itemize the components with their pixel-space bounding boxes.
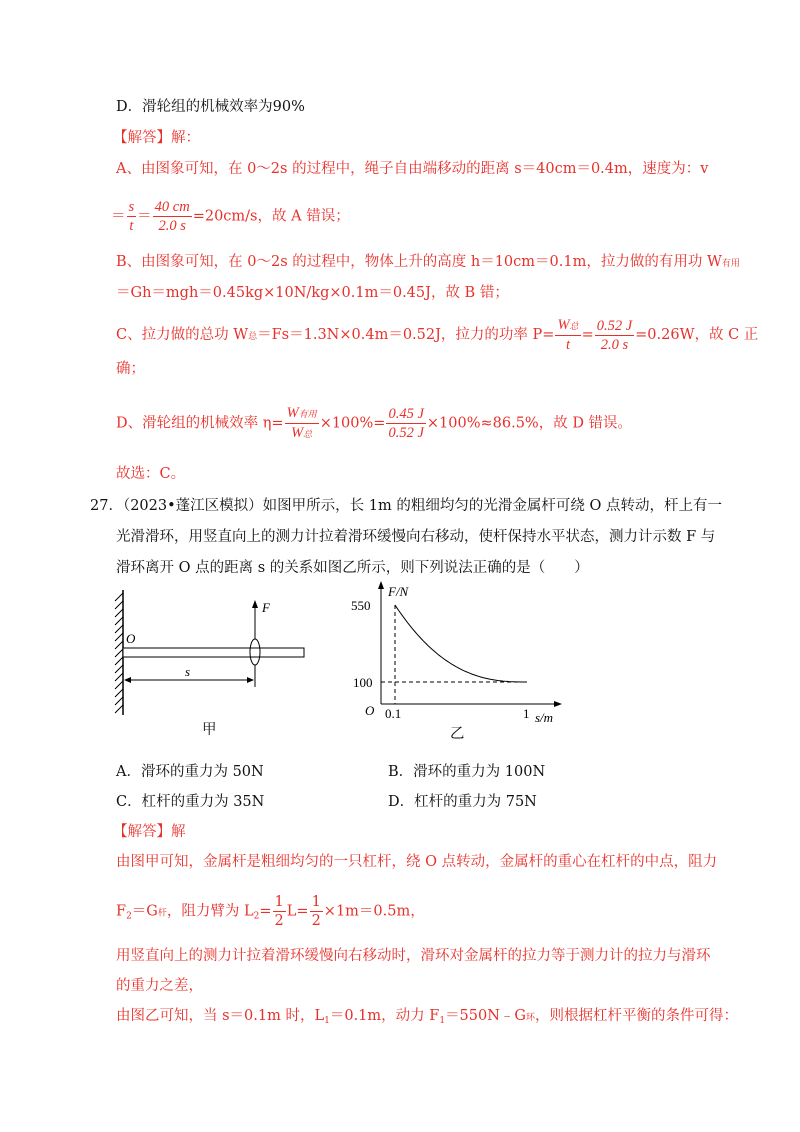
y-axis-label: F/N [388,584,409,599]
q27-line3: 滑环离开 O 点的距离 s 的关系如图乙所示，则下列说法正确的是（ ） [116,560,589,576]
subscript: 1 [324,1016,330,1026]
y-tick-550: 550 [351,598,371,613]
fraction-045-over-052 [386,405,425,442]
subscript: 2 [253,911,260,922]
solution-c-line1 [116,316,758,354]
frac-num [555,316,580,336]
subscript: 1 [439,1016,446,1026]
frac-num: 40 cm [154,199,190,215]
fraction-40cm-over-2s [153,198,192,235]
answer-label-2: 【解答】解 [113,824,186,840]
q27-line1: 27．（2023•蓬江区模拟）如图甲所示，长 1m 的粗细均匀的光滑金属杆可绕 O 点转动，杆上有一 [90,498,722,514]
solution-c-mid: ＝Fs＝1.3N×0.4m＝0.52J，拉力的功率 P= [257,327,555,343]
solution-d-mid: ×100%= [319,415,386,432]
sol2-line5 [116,1006,738,1031]
eq-sign: = [581,327,594,343]
w-symbol: W [291,425,304,441]
fraction-052-over-2 [595,317,634,354]
metal-rod [123,648,304,657]
sol2-text: ×1m＝0.5m， [323,903,425,920]
frac-num: 0.45 J [388,406,424,422]
sol2-line4: 的重力之差， [116,978,203,994]
solution-b-line2: ＝Gh＝mgh＝0.45kg×10N/kg×0.1m＝0.45J，故 B 错； [116,285,509,301]
frac-den: 2.0 s [158,218,186,234]
solution-d-text: D、滑轮组的机械效率 η= [116,415,284,432]
option-b: B．滑环的重力为 100N [388,764,546,780]
sol2-text: L= [286,903,309,920]
subscript: 总 [303,429,313,439]
frac-num: 1 [274,894,284,910]
frac-den: 2.0 s [600,336,629,353]
force-curve [395,605,527,682]
x-tick-1: 1 [523,706,530,721]
frac-den: t [565,337,571,353]
frac-den: 2 [311,913,321,929]
y-axis-arrow [378,581,384,589]
frac-den: 0.52 J [388,425,424,441]
distance-label: s [185,664,191,679]
subscript: 总 [569,321,579,331]
subscript: 有用 [298,409,317,419]
frac-num: s [128,199,135,215]
eq-sign: ＝ [111,208,126,225]
sol2-text: ，阻力臂为 L [166,903,254,920]
fraction-s-over-t [127,198,137,235]
frac-den: 2 [274,913,284,929]
solution-d-line [116,404,632,443]
frac-num: 0.52 J [596,317,633,334]
sol2-text: ，则根据杠杆平衡的条件可得： [535,1008,739,1024]
solution-a-line2 [111,198,350,235]
eq-sign: ＝ [137,208,152,225]
frac-num: 1 [311,894,321,910]
subscript: 杆 [157,908,167,919]
frac-den [285,424,319,443]
subscript: 环 [526,1013,536,1023]
x-axis-arrow [554,701,562,707]
solution-choice: 故选：C。 [116,466,186,482]
wall-hatching [115,593,123,713]
frac-num [285,404,319,424]
fraction-half [310,893,323,930]
solution-b-text: B、由图象可知，在 0～2s 的过程中，物体上升的高度 h＝10cm＝0.1m，拉力做的有用功 W [116,254,722,270]
sol2-text: 由图乙可知，当 s＝0.1m 时，L [116,1008,325,1024]
solution-c-tail: =0.26W，故 C 正 [635,327,759,343]
subscript: 总 [248,332,258,342]
option-d: D．杠杆的重力为 75N [388,794,537,810]
prev-option-d: D．滑轮组的机械效率为90% [116,99,305,115]
sol2-text: F [116,903,127,920]
fraction-w-over-t [555,316,580,354]
solution-b-line1 [116,252,740,274]
solution-d-tail: ×100%≈86.5%，故 D 错误。 [426,415,633,432]
eq-sign: = [259,903,272,920]
sol2-text: ＝0.1m，动力 F [329,1008,440,1024]
option-a: A．滑环的重力为 50N [116,764,264,780]
subscript: 2 [126,911,132,922]
option-c: C．杠杆的重力为 35N [116,794,265,810]
answer-label: 【解答】解： [113,130,200,146]
solution-c-line2: 确； [116,361,145,377]
subscript: 有用 [721,259,740,269]
frac-den: t [129,218,134,234]
x-axis-label: s/m [535,710,554,725]
solution-c-text: C、拉力做的总功 W [116,327,249,343]
sol2-line3: 用竖直向上的测力计拉着滑环缓慢向右移动时，滑环对金属杆的拉力等于测力计的拉力与滑环 [116,948,711,964]
force-label: F [262,600,270,615]
force-arrowhead [252,600,258,608]
fraction-half [273,893,286,930]
y-tick-100: 100 [353,675,373,690]
sol2-text: ＝G [131,903,158,920]
sol2-line1: 由图甲可知，金属杆是粗细均匀的一只杠杆，绕 O 点转动，金属杆的重心在杠杆的中点，阻力 [116,854,718,870]
sol2-text: ＝550N﹣G [445,1008,527,1024]
pivot-label: O [126,631,136,646]
origin-label: O [365,703,375,718]
solution-a-tail: =20cm/s，故 A 错误； [192,208,350,225]
distance-arrow-right [247,677,254,683]
w-symbol: W [557,317,570,333]
w-symbol: W [286,405,299,421]
caption-yi: 乙 [450,726,465,742]
x-tick-0-1: 0.1 [385,706,402,721]
solution-a-line1: A、由图象可知，在 0～2s 的过程中，绳子自由端移动的距离 s＝40cm＝0.4m，速度为：v [116,161,709,177]
distance-arrow-left [124,677,131,683]
sol2-line2 [116,893,425,930]
fraction-efficiency [285,404,319,443]
figure-yi-chart [345,578,575,728]
q27-line2: 光滑滑环，用竖直向上的测力计拉着滑环缓慢向右移动，使杆保持水平状态，测力计示数 F 与 [116,529,716,545]
caption-jia: 甲 [202,722,217,738]
